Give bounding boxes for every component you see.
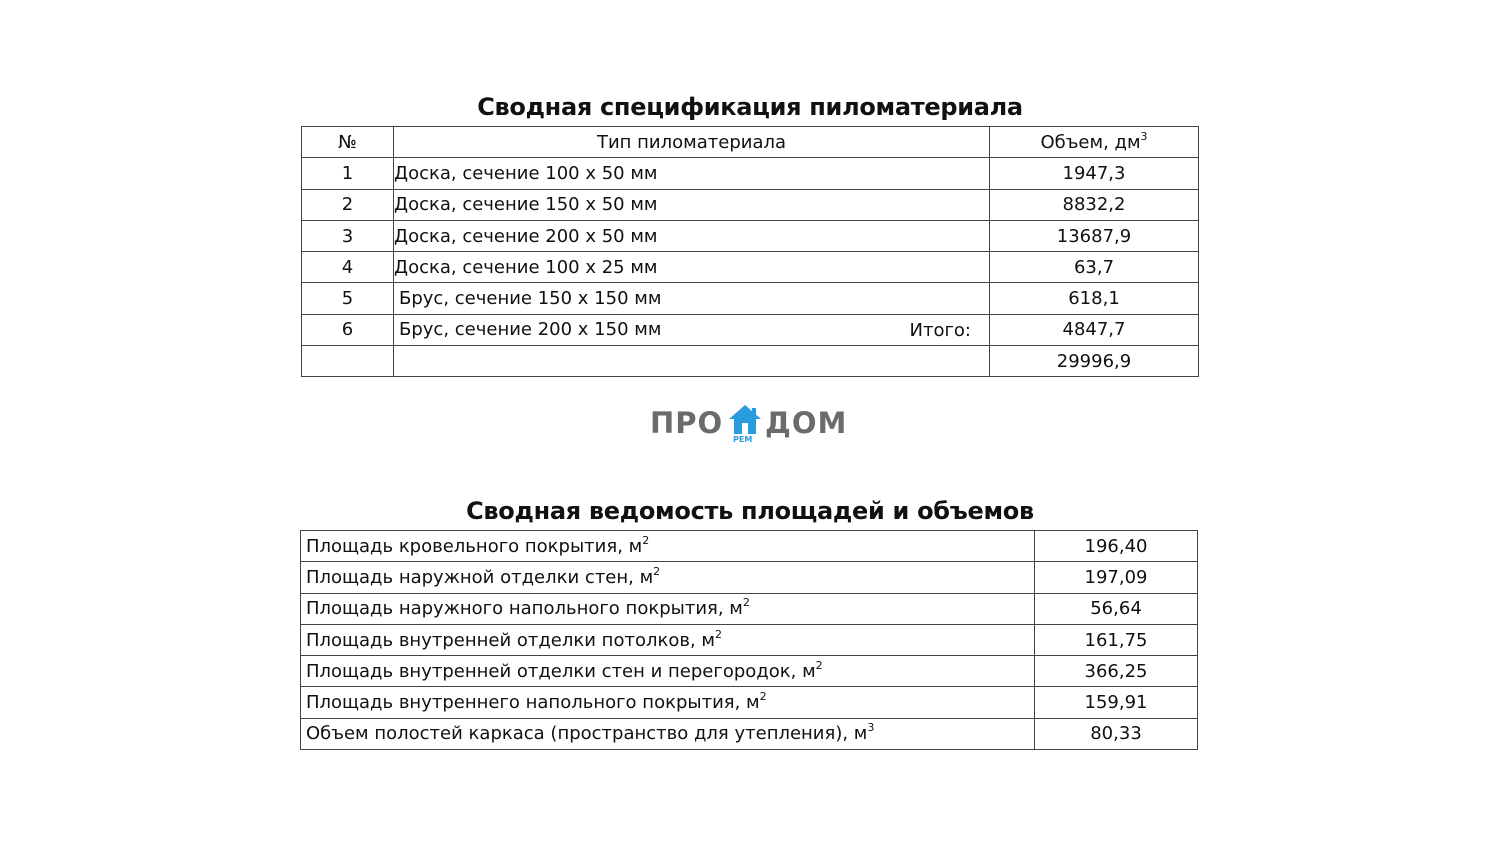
row-volume: 8832,2 [990, 189, 1199, 220]
total-value: 29996,9 [990, 346, 1199, 377]
row-type: Брус, сечение 150 х 150 мм [394, 283, 990, 314]
area-label: Площадь кровельного покрытия, $м^2$ [301, 531, 1035, 562]
table-header-row [302, 127, 1199, 158]
total-row [302, 346, 1199, 377]
table-row [301, 656, 1198, 687]
table-row [302, 220, 1199, 251]
area-label: Площадь наружной отделки стен, $м^2$ [301, 562, 1035, 593]
area-label: Площадь внутренней отделки потолков, $м^2$ [301, 624, 1035, 655]
row-num: 5 [302, 283, 394, 314]
table-row [302, 314, 1199, 345]
row-num: 2 [302, 189, 394, 220]
logo-text-left: ПРО [650, 406, 724, 440]
header-num: № [302, 127, 394, 158]
area-value: 80,33 [1035, 718, 1198, 749]
table-row [301, 562, 1198, 593]
table-row [301, 687, 1198, 718]
empty-cell [394, 346, 990, 377]
areas-title: Сводная ведомость площадей и объемов [466, 497, 1034, 525]
area-label: Площадь внутреннего напольного покрытия, $м^2$ [301, 687, 1035, 718]
row-type: Доска, сечение 200 х 50 мм [394, 220, 990, 251]
area-value: 159,91 [1035, 687, 1198, 718]
row-volume: 63,7 [990, 252, 1199, 283]
area-value: 196,40 [1035, 531, 1198, 562]
area-label: Площадь наружного напольного покрытия, $м^2$ [301, 593, 1035, 624]
table-row [301, 531, 1198, 562]
table-row [302, 189, 1199, 220]
row-type-text: Брус, сечение 200 х 150 мм [399, 319, 662, 341]
row-volume: 13687,9 [990, 220, 1199, 251]
empty-cell [302, 346, 394, 377]
area-label: Площадь внутренней отделки стен и перегородок, $м^2$ [301, 656, 1035, 687]
spec-title: Сводная спецификация пиломатериала [477, 93, 1023, 121]
area-value: 161,75 [1035, 624, 1198, 655]
prodom-logo [650, 404, 850, 446]
area-value: 56,64 [1035, 593, 1198, 624]
row-num: 1 [302, 158, 394, 189]
row-type [394, 314, 990, 345]
area-label: Объем полостей каркаса (пространство для утепления), $м^3$ [301, 718, 1035, 749]
row-type: Доска, сечение 100 х 50 мм [394, 158, 990, 189]
logo-text-small: РЕМ [733, 435, 753, 444]
table-row [301, 624, 1198, 655]
area-value: 366,25 [1035, 656, 1198, 687]
row-type: Доска, сечение 150 х 50 мм [394, 189, 990, 220]
row-volume: 618,1 [990, 283, 1199, 314]
areas-table [300, 530, 1198, 750]
table-row [301, 718, 1198, 749]
logo-text-right: ДОМ [765, 406, 848, 440]
total-label: Итого: [909, 319, 971, 341]
row-num: 4 [302, 252, 394, 283]
header-volume: Объем, $дм^3$ [990, 127, 1199, 158]
area-value: 197,09 [1035, 562, 1198, 593]
lumber-spec-table [301, 126, 1199, 377]
row-volume: 1947,3 [990, 158, 1199, 189]
row-volume: 4847,7 [990, 314, 1199, 345]
table-row [302, 252, 1199, 283]
table-row [301, 593, 1198, 624]
table-row [302, 283, 1199, 314]
row-num: 6 [302, 314, 394, 345]
header-type: Тип пиломатериала [394, 127, 990, 158]
table-row [302, 158, 1199, 189]
row-num: 3 [302, 220, 394, 251]
row-type: Доска, сечение 100 х 25 мм [394, 252, 990, 283]
